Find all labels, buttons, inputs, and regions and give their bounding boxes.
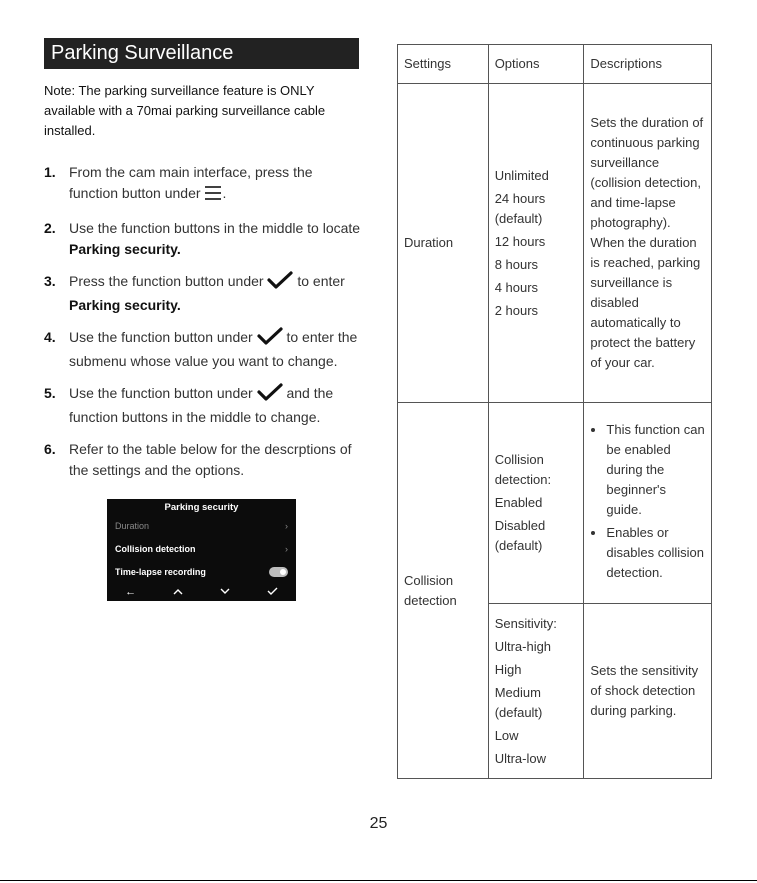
settings-table xyxy=(397,44,712,779)
description-duration: Sets the duration of continuous parking surveillance (collision detection, and time-lapse photography). When the duration is reached, parking surveillance is disabled automatically to protect the battery of your car. xyxy=(584,84,712,403)
cam-row-timelapse: Time-lapse recording xyxy=(115,566,288,578)
steps-list xyxy=(44,162,364,480)
toggle-switch xyxy=(269,567,288,577)
step-2: 2. Use the function buttons in the middle to locate Parking security. xyxy=(44,220,361,257)
camera-screen-image xyxy=(107,499,296,601)
note-text: Note: The parking surveillance feature is ONLY available with a 70mai parking surveillance cable installed. xyxy=(44,83,326,138)
page-number: 25 xyxy=(369,815,388,832)
cam-screen-title: Parking security xyxy=(164,502,239,513)
step-5: 5. Use the function button under and the function buttons in the middle to change. xyxy=(44,385,334,425)
chevron-right-icon: › xyxy=(285,521,288,531)
setting-collision: Collision detection xyxy=(398,403,489,779)
step-6: 6. Refer to the table below for the descrptions of the settings and the options. xyxy=(44,441,352,478)
step-3: 3. Press the function button under to enter Parking security. xyxy=(44,273,345,313)
cam-nav-bar xyxy=(107,585,296,599)
options-collision: Collision detection: Enabled Disabled (default) xyxy=(488,403,584,604)
checkmark-icon xyxy=(262,586,282,598)
up-arrow-icon xyxy=(168,586,188,598)
header-descriptions: Descriptions xyxy=(584,45,712,84)
table-row-duration xyxy=(398,84,712,403)
down-arrow-icon xyxy=(215,586,235,598)
back-arrow-icon: ← xyxy=(125,586,137,598)
section-title: Parking Surveillance xyxy=(44,38,359,69)
checkmark-icon xyxy=(257,383,283,407)
list-item: • This function can be enabled during the beginner's guide. xyxy=(606,420,705,520)
chevron-right-icon: › xyxy=(285,544,288,554)
menu-icon xyxy=(204,185,222,207)
checkmark-icon xyxy=(257,327,283,351)
options-duration: Unlimited 24 hours (default) 12 hours 8 hours 4 hours 2 hours xyxy=(488,84,584,403)
list-item: • Enables or disables collision detection. xyxy=(606,523,705,583)
step-4: 4. Use the function button under to enter the submenu whose value you want to change. xyxy=(44,329,358,369)
table-header-row xyxy=(398,45,712,84)
header-settings: Settings xyxy=(398,45,489,84)
checkmark-icon xyxy=(267,271,293,295)
header-options: Options xyxy=(488,45,584,84)
description-sensitivity: Sets the sensitivity of shock detection during parking. xyxy=(584,604,712,779)
description-collision xyxy=(584,403,712,604)
step-1: 1. From the cam main interface, press the function button under . xyxy=(44,162,364,206)
cam-row-collision: Collision detection › xyxy=(115,544,288,554)
cam-row-duration: Duration › xyxy=(115,521,288,531)
options-sensitivity: Sensitivity: Ultra-high High Medium (default) Low Ultra-low xyxy=(488,604,584,779)
table-row-collision xyxy=(398,403,712,604)
setting-duration: Duration xyxy=(398,84,489,403)
page-divider xyxy=(0,880,757,881)
collision-bullets xyxy=(590,420,705,583)
